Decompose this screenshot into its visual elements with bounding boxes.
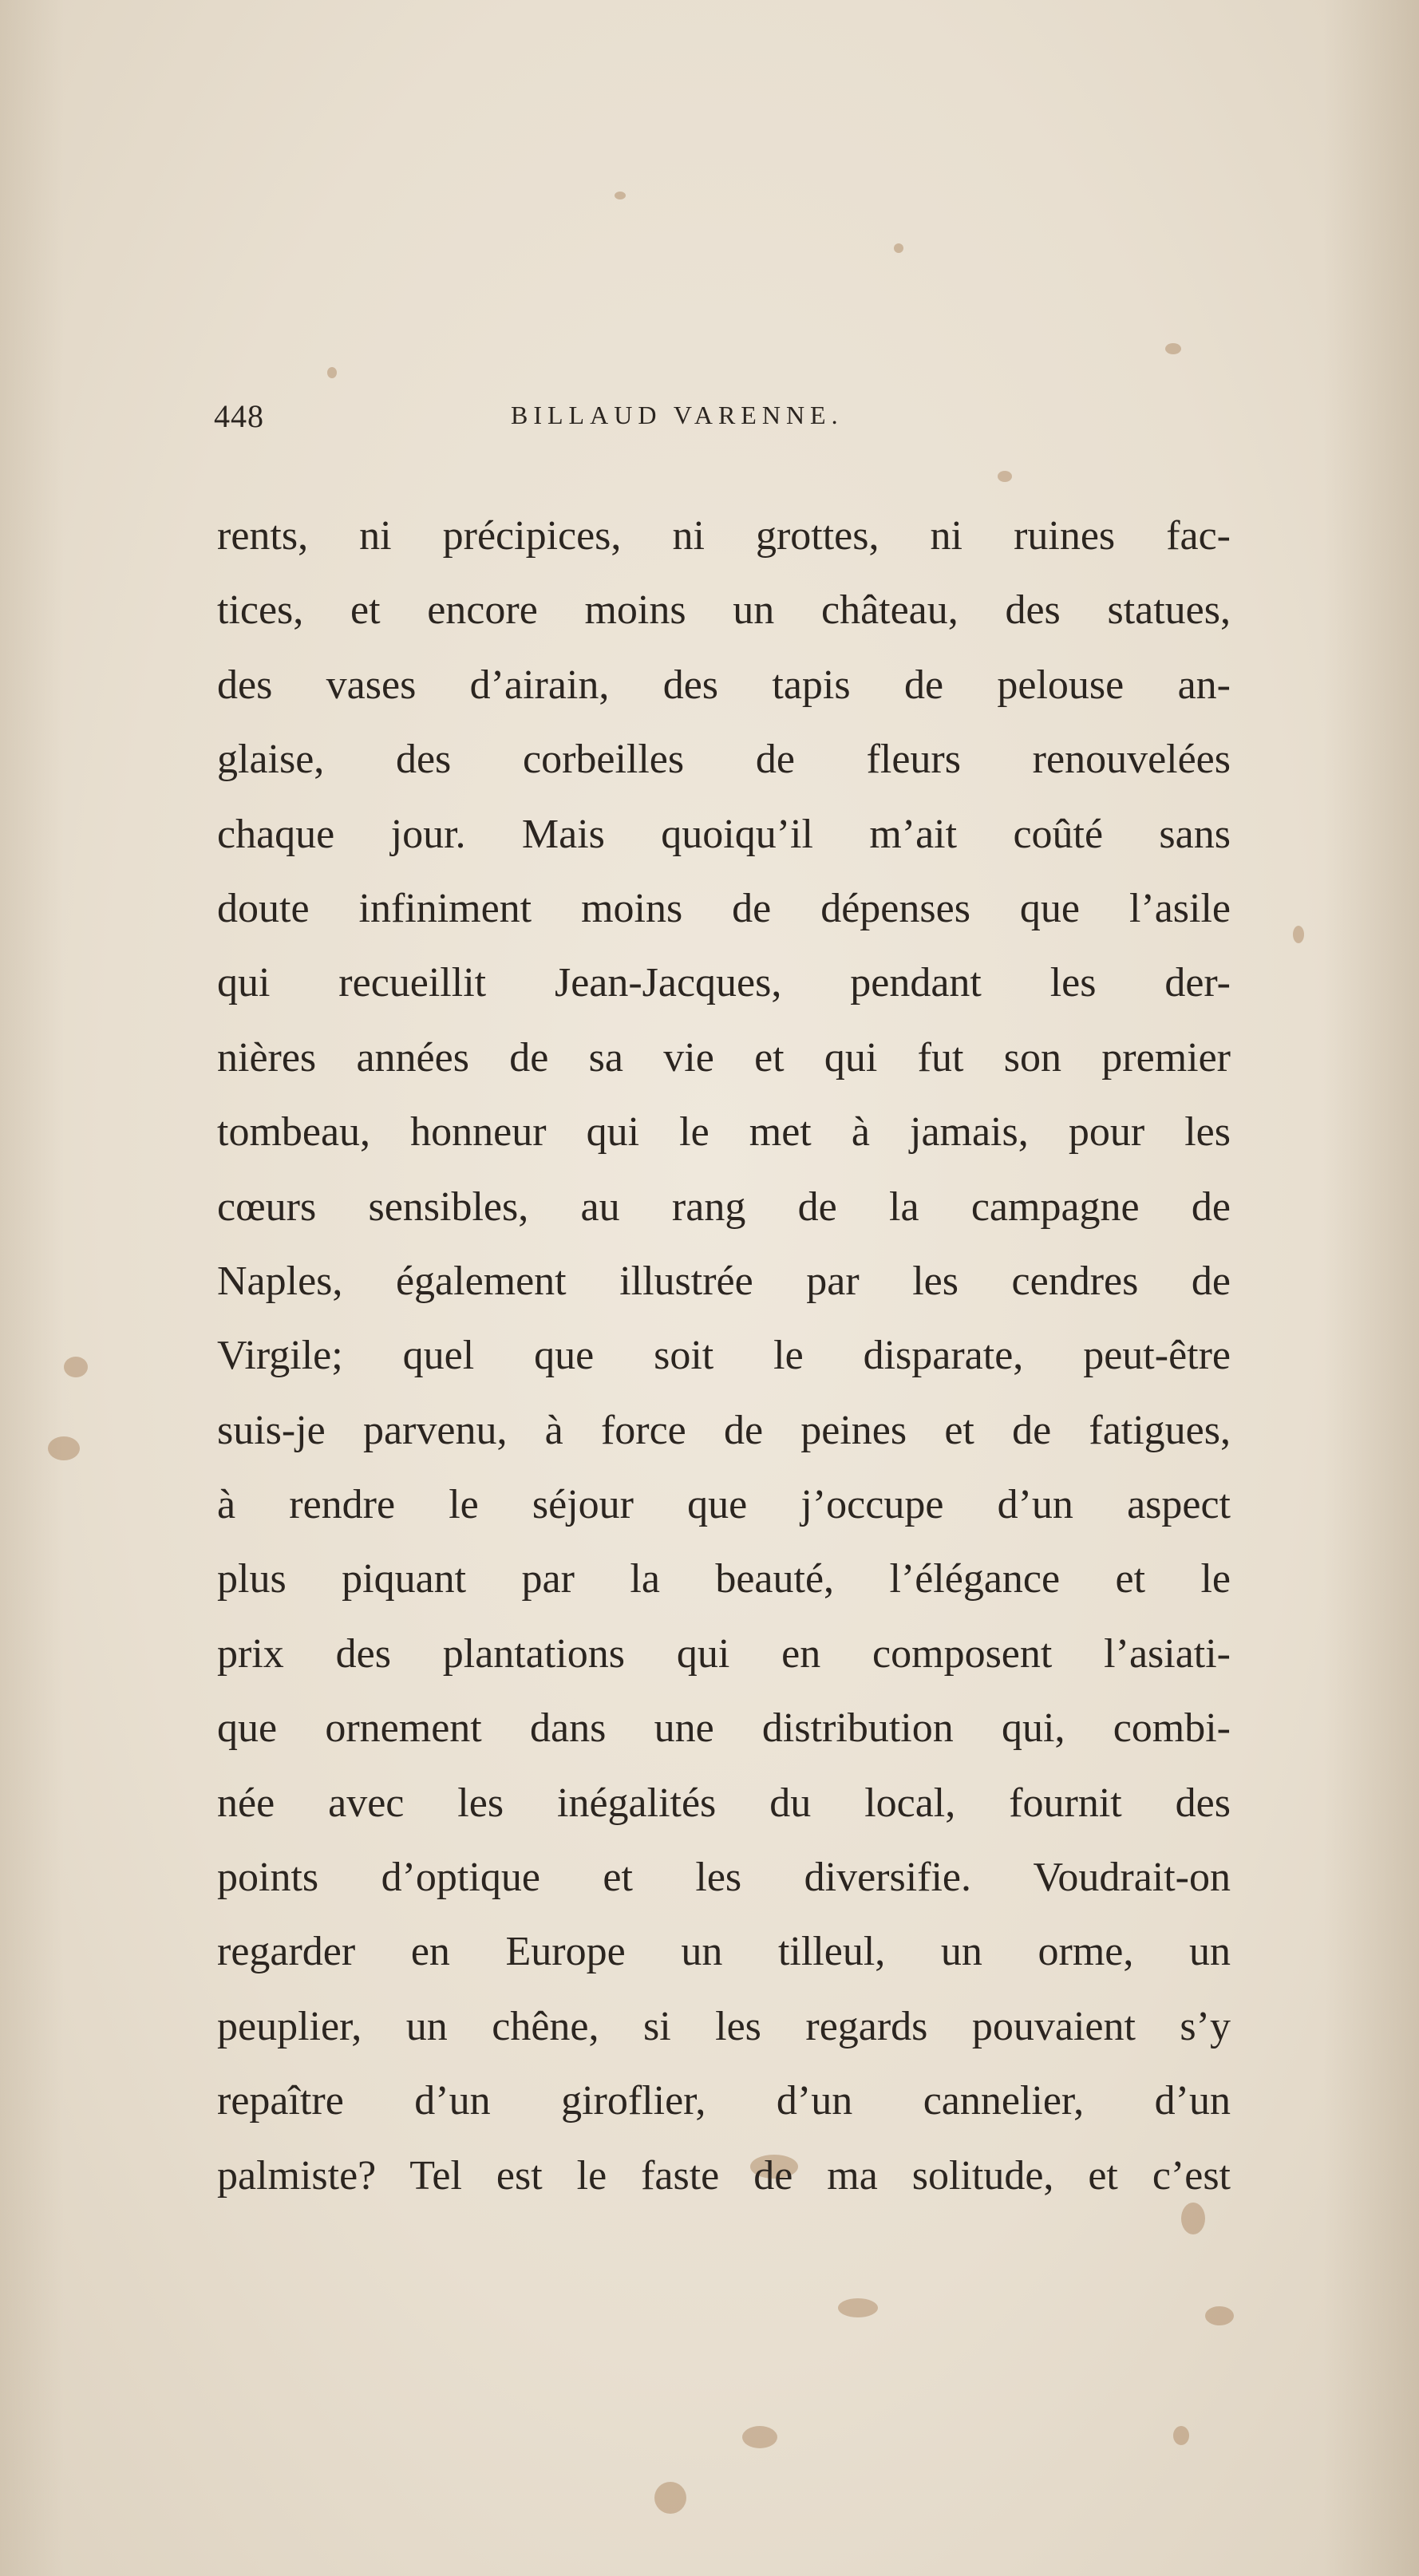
foxing-spot bbox=[654, 2482, 686, 2514]
text-line: doute infiniment moins de dépenses que l’asile bbox=[217, 885, 1231, 931]
foxing-spot bbox=[838, 2298, 878, 2317]
foxing-spot bbox=[615, 192, 626, 200]
text-line: points d’optique et les diversifie. Voudrait-on bbox=[217, 1855, 1231, 1901]
text-line: que ornement dans une distribution qui, combi- bbox=[217, 1705, 1231, 1752]
foxing-spot bbox=[894, 243, 903, 253]
text-line: nières années de sa vie et qui fut son premier bbox=[217, 1034, 1231, 1081]
text-line: née avec les inégalités du local, fournit des bbox=[217, 1780, 1231, 1826]
foxing-spot bbox=[1293, 926, 1304, 943]
text-line: regarder en Europe un tilleul, un orme, un bbox=[217, 1929, 1231, 1975]
foxing-spot bbox=[1173, 2426, 1189, 2445]
foxing-spot bbox=[1165, 343, 1181, 354]
body-text bbox=[217, 499, 1231, 2213]
text-line: Naples, également illustrée par les cendres de bbox=[217, 1258, 1231, 1304]
text-line: chaque jour. Mais quoiqu’il m’ait coûté sans bbox=[217, 811, 1231, 857]
text-line: tombeau, honneur qui le met à jamais, pour les bbox=[217, 1109, 1231, 1156]
text-line: qui recueillit Jean-Jacques, pendant les der- bbox=[217, 960, 1231, 1006]
text-line: suis-je parvenu, à force de peines et de fatigues, bbox=[217, 1407, 1231, 1453]
foxing-spot bbox=[742, 2426, 777, 2448]
running-title: BILLAUD VARENNE. bbox=[511, 401, 844, 429]
text-line: Virgile; quel que soit le disparate, peut-être bbox=[217, 1333, 1231, 1379]
text-line: cœurs sensibles, au rang de la campagne de bbox=[217, 1183, 1231, 1230]
text-line: palmiste? Tel est le faste de ma solitude, et c’est bbox=[217, 2152, 1231, 2199]
running-head bbox=[0, 397, 1419, 445]
text-line: rents, ni précipices, ni grottes, ni ruines fac- bbox=[217, 513, 1231, 559]
text-line: plus piquant par la beauté, l’élégance et le bbox=[217, 1556, 1231, 1602]
foxing-spot bbox=[327, 367, 337, 378]
text-line: à rendre le séjour que j’occupe d’un aspect bbox=[217, 1482, 1231, 1528]
text-line: glaise, des corbeilles de fleurs renouvelées bbox=[217, 737, 1231, 783]
page-number: 448 bbox=[214, 398, 264, 434]
foxing-spot bbox=[1205, 2306, 1234, 2325]
text-line: prix des plantations qui en composent l’asiati- bbox=[217, 1630, 1231, 1677]
text-line: des vases d’airain, des tapis de pelouse an- bbox=[217, 662, 1231, 708]
text-line: peuplier, un chêne, si les regards pouvaient s’y bbox=[217, 2003, 1231, 2049]
text-line: tices, et encore moins un château, des statues, bbox=[217, 587, 1231, 634]
text-line: repaître d’un giroflier, d’un cannelier, d’un bbox=[217, 2078, 1231, 2124]
foxing-spot bbox=[64, 1357, 88, 1377]
page-edge-shadow-left bbox=[0, 0, 64, 2576]
page-edge-shadow-right bbox=[1323, 0, 1419, 2576]
foxing-spot bbox=[998, 471, 1012, 482]
